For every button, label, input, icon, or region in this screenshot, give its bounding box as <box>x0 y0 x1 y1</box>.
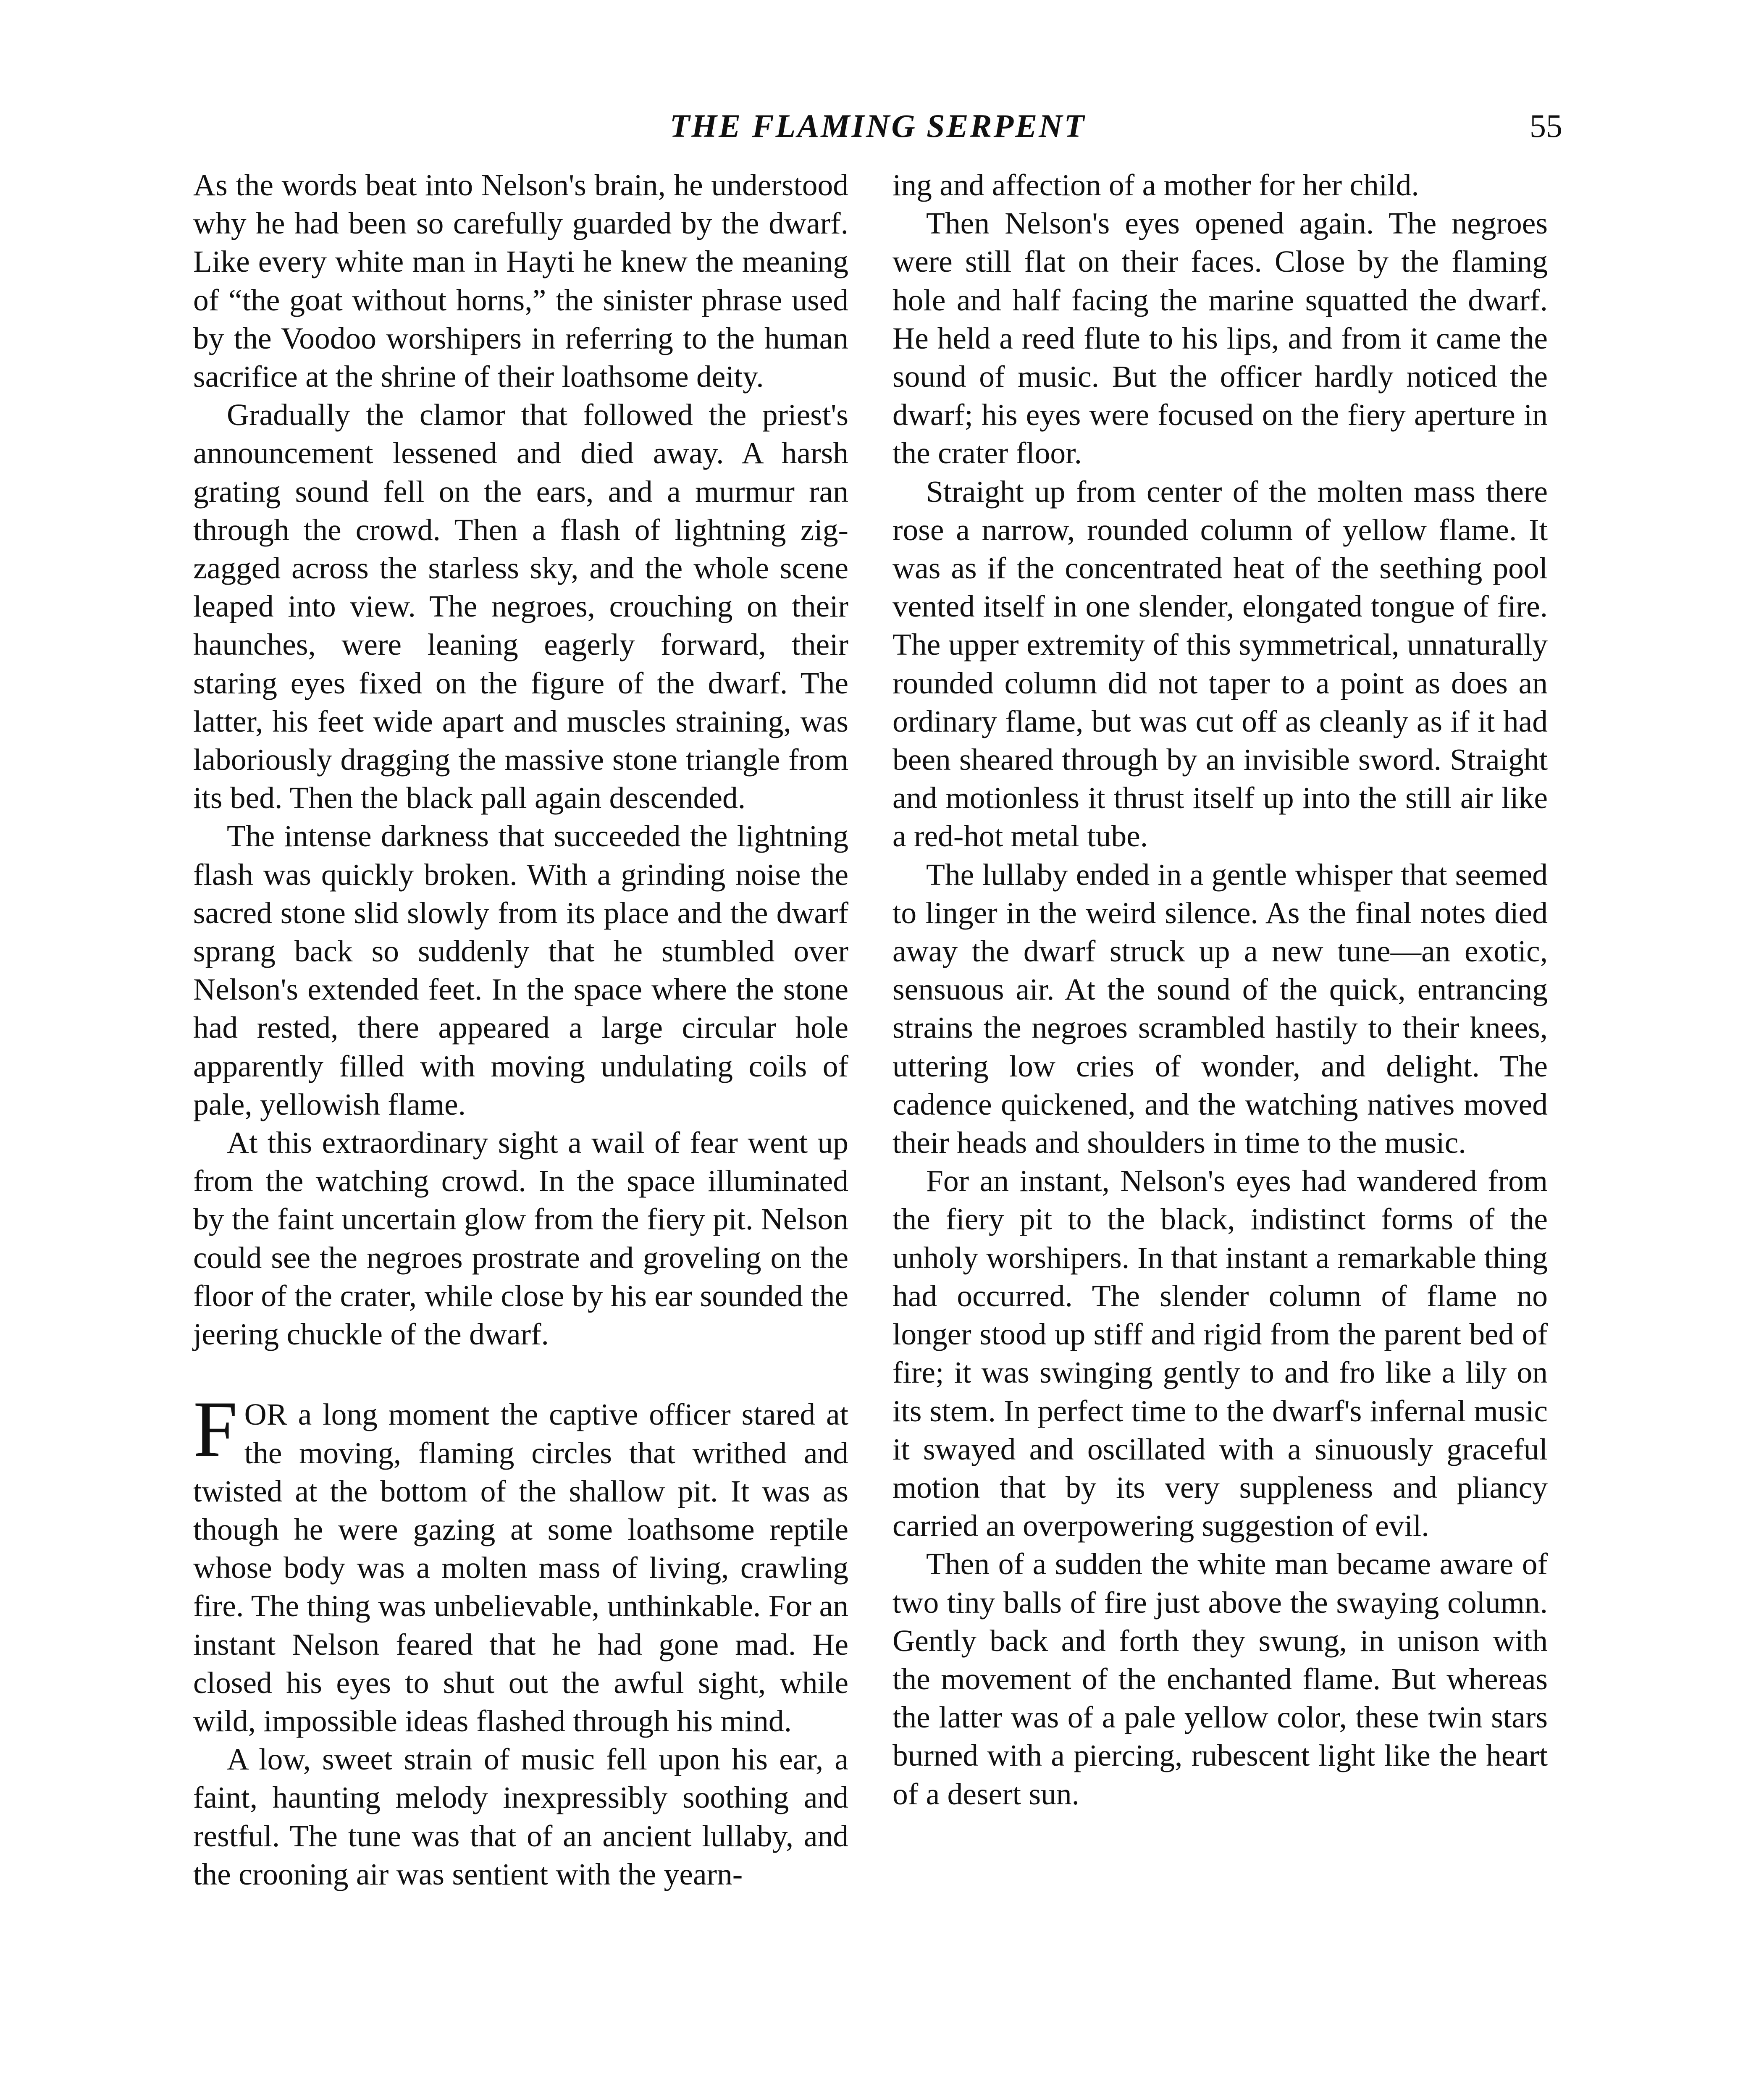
paragraph: Then Nelson's eyes opened again. The negroes were still flat on their faces. Close by the flaming hole and half facing the marine squatted the dwarf. He held a reed flute to his lips, and from it came the sound of music. But the officer hardly noticed the dwarf; his eyes were focused on the fiery aperture in the crater floor. <box>892 206 1548 470</box>
section-paragraph-text: OR a long moment the captive officer stared at the moving, flaming circles that writhed and twisted at the bottom of the shallow pit. It was as though he were gazing at some loathsome reptile whose body was a molten mass of living, crawling fire. The thing was unbelievable, unthinkable. For an instant Nelson feared that he had gone mad. He closed his eyes to shut out the awful sight, while wild, impossible ideas flashed through his mind. <box>193 1397 848 1738</box>
paragraph: Then of a sudden the white man became aware of two tiny balls of fire just above the swaying column. Gently back and forth they swung, in unison with the movement of the enchanted flame. But whereas the latter was of a pale yellow color, these twin stars burned with a piercing, rubescent light like the heart of a desert sun. <box>892 1547 1548 1811</box>
story-title: THE FLAMING SERPENT <box>669 108 1086 144</box>
right-column <box>892 166 1548 1813</box>
paragraph: The lullaby ended in a gentle whisper that seemed to linger in the weird silence. As the final notes died away the dwarf struck up a new tune—an exotic, sensuous air. At the sound of the quick, entrancing strains the negroes scrambled hastily to their knees, uttering low cries of wonder, and delight. The cadence quickened, and the watching natives moved their heads and shoulders in time to the music. <box>892 857 1548 1160</box>
running-head <box>193 107 1562 153</box>
drop-cap: F <box>193 1385 238 1474</box>
page-number: 55 <box>1530 108 1562 144</box>
paragraph: ing and affection of a mother for her child. <box>892 168 1419 202</box>
section-paragraph <box>193 1385 848 1740</box>
paragraph: Straight up from center of the molten mass there rose a narrow, rounded column of yellow flame. It was as if the concentrated heat of the seething pool vented itself in one slender, elongated tongue of fire. The upper extremity of this symmetrical, unnaturally rounded column did not taper to a point as does an ordinary flame, but was cut off as cleanly as if it had been sheared through by an invisible sword. Straight and motionless it thrust itself up into the still air like a red-hot metal tube. <box>892 474 1548 853</box>
paragraph: A low, sweet strain of music fell upon his ear, a faint, haunting melody inexpressibly soothing and restful. The tune was that of an ancient lullaby, and the crooning air was sentient with the yearn- <box>193 1742 848 1891</box>
left-column <box>193 166 848 1893</box>
paragraph: For an instant, Nelson's eyes had wandered from the fiery pit to the black, indistinct forms of the unholy worshipers. In that instant a remarkable thing had occurred. The slender column of flame no longer stood up stiff and rigid from the parent bed of fire; it was swinging gently to and fro like a lily on its stem. In perfect time to the dwarf's infernal music it swayed and oscillated with a sinuously graceful motion that by its very suppleness and pliancy carried an overpowering suggestion of evil. <box>892 1164 1548 1543</box>
paragraph: As the words beat into Nelson's brain, he understood why he had been so carefully guarded by the dwarf. Like every white man in Hayti he knew the meaning of “the goat without horns,” the sinister phrase used by the Voodoo worshipers in referring to the human sacrifice at the shrine of their loathsome deity. <box>193 168 848 394</box>
paragraph: The intense darkness that succeeded the lightning flash was quickly broken. With a grinding noise the sacred stone slid slowly from its place and the dwarf sprang back so suddenly that he stumbled over Nelson's extended feet. In the space where the stone had rested, there appeared a large circular hole apparently filled with moving undulating coils of pale, yellowish flame. <box>193 819 848 1121</box>
paragraph: At this extraordinary sight a wail of fear went up from the watching crowd. In the space illuminated by the faint uncertain glow from the fiery pit. Nelson could see the negroes prostrate and groveling on the floor of the crater, while close by his ear sounded the jeering chuckle of the dwarf. <box>193 1126 848 1352</box>
paragraph: Gradually the clamor that followed the priest's announcement lessened and died away. A harsh grating sound fell on the ears, and a murmur ran through the crowd. Then a flash of lightning zig-zagged across the starless sky, and the whole scene leaped into view. The negroes, crouching on their haunches, were leaning eagerly forward, their staring eyes fixed on the figure of the dwarf. The latter, his feet wide apart and muscles straining, was laboriously dragging the massive stone triangle from its bed. Then the black pall again descended. <box>193 398 848 815</box>
